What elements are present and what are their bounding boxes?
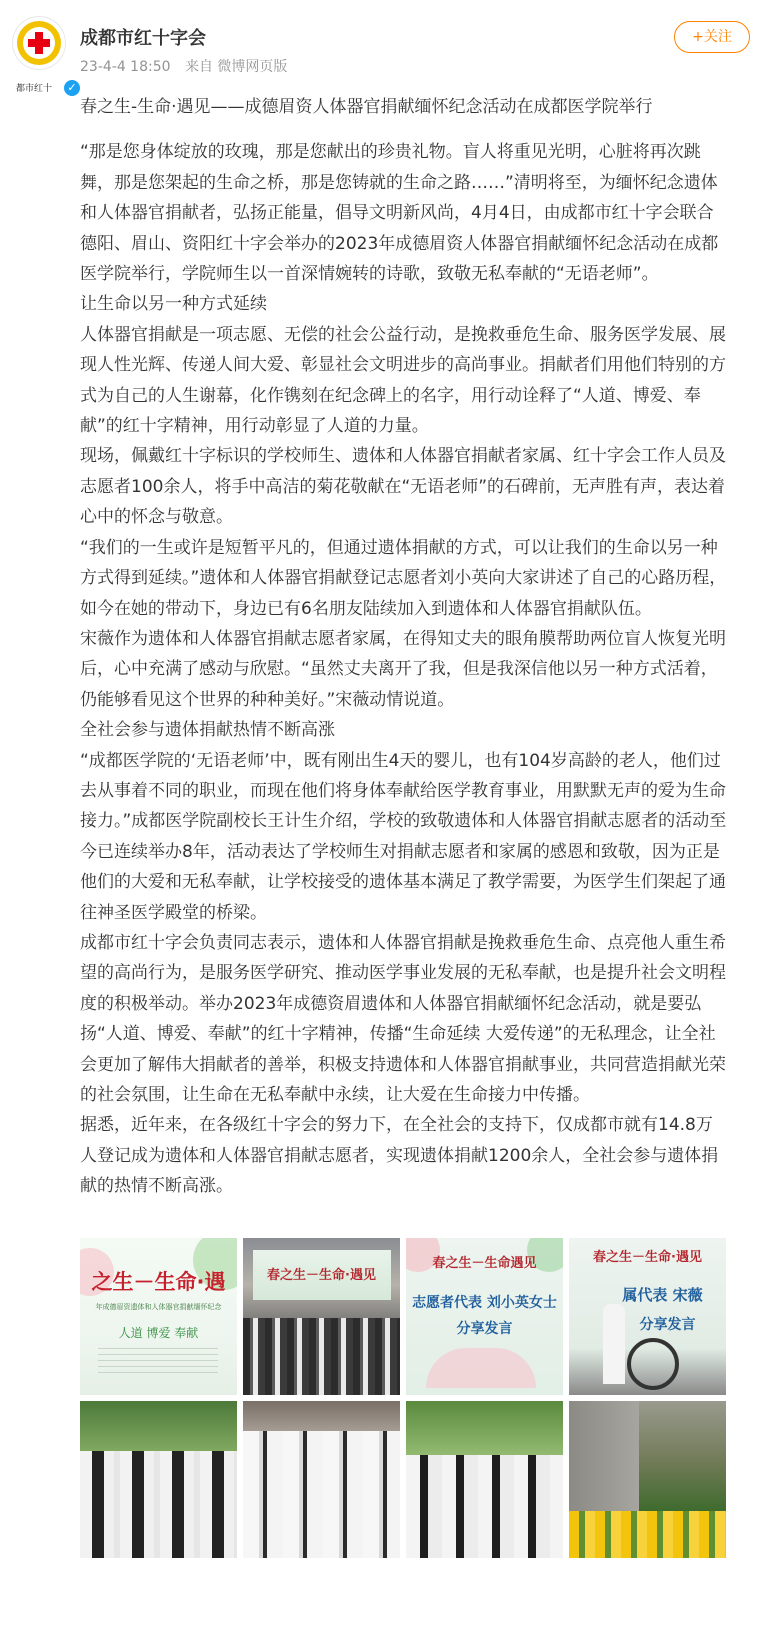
photo-3-title: 春之生－生命遇见 [432, 1256, 537, 1271]
photo-4[interactable] [569, 1238, 726, 1395]
post-paragraph: “我们的一生或许是短暂平凡的，但通过遗体捐献的方式，可以让我们的生命以另一种方式得到延续。”遗体和人体器官捐献登记志愿者刘小英向大家讲述了自己的心路历程，如今在她的带动下，身边已有6名朋友陆续加入到遗体和人体器官捐献队伍。 [80, 537, 727, 619]
post-paragraph: 成都市红十字会负责同志表示，遗体和人体器官捐献是挽救垂危生命、点亮他人重生希望的高尚行为，是服务医学研究、推动医学事业发展的无私奉献，也是提升社会文明程度的积极举动。举办2023年成德资眉遗体和人体器官捐献缅怀纪念活动，就是要弘扬“人道、博爱、奉献”的红十字精神，传播“生命延续 大爱传递”的无私理念，让全社会更加了解伟大捐献者的善举，积极支持遗体和人体器官捐献事业，共同营造捐献光荣的社会氛围，让生命在无私奉献中永续，让大爱在生命接力中传播。 [80, 932, 726, 1105]
photo-1-title: 之生－生命·遇 [91, 1270, 226, 1294]
photo-1[interactable] [80, 1238, 237, 1395]
avatar[interactable] [12, 16, 77, 94]
photo-5[interactable] [80, 1401, 237, 1558]
photo-7[interactable] [406, 1401, 563, 1558]
post-paragraph: 据悉，近年来，在各级红十字会的努力下，在全社会的支持下，仅成都市就有14.8万人登记成为遗体和人体器官捐献志愿者，实现遗体捐献1200余人，全社会参与遗体捐献的热情不断高涨。 [80, 1115, 719, 1197]
photo-6[interactable] [243, 1401, 400, 1558]
photo-3[interactable] [406, 1238, 563, 1395]
post-paragraph: 宋薇作为遗体和人体器官捐献志愿者家属，在得知丈夫的眼角膜帮助两位盲人恢复光明后，心中充满了感动与欣慰。“虽然丈夫离开了我，但是我深信他以另一种方式活着，仍能够看见这个世界的种种美好。”宋薇动情说道。 [80, 628, 726, 710]
photo-1-subtitle: 年成德眉资遗体和人体器官捐献缅怀纪念 [95, 1303, 222, 1311]
username[interactable]: 成都市红十字会 [80, 28, 206, 49]
photo-3-subtitle: 分享发言 [456, 1321, 513, 1337]
photo-2[interactable] [243, 1238, 400, 1395]
avatar-label: 都市红十 [16, 84, 53, 94]
photo-1-slogan: 人道 博爱 奉献 [118, 1326, 199, 1340]
red-cross-logo-icon [17, 21, 61, 65]
post-meta [80, 56, 297, 76]
post-content [80, 92, 728, 1202]
post-subheading: 让生命以另一种方式延续 [80, 294, 267, 315]
verified-badge-icon: ✓ [63, 79, 81, 97]
post-subheading: 全社会参与遗体捐献热情不断高涨 [80, 720, 335, 741]
photo-4-speaker: 属代表 宋薇 [622, 1286, 703, 1304]
post-header [0, 0, 783, 94]
photo-2-banner: 春之生－生命·遇见 [267, 1268, 376, 1283]
post-paragraph: “成都医学院的‘无语老师’中，既有刚出生4天的婴儿，也有104岁高龄的老人，他们过去从事着不同的职业，而现在他们将身体奉献给医学教育事业，用默默无声的爱为生命接力。”成都医学院副校长王计生介绍，学校的致敬遗体和人体器官捐献志愿者的活动至今已连续举办8年，活动表达了学校师生对捐献志愿者和家属的感恩和致敬，因为正是他们的大爱和无私奉献，让学校接受的遗体基本满足了教学需要，为医学生们架起了通往神圣医学殿堂的桥梁。 [80, 750, 727, 923]
photo-gallery [80, 1238, 728, 1558]
post-source: 来自 微博网页版 [184, 59, 288, 75]
post-title: 春之生-生命·遇见——成德眉资人体器官捐献缅怀纪念活动在成都医学院举行 [80, 97, 653, 117]
post-paragraph: 现场，佩戴红十字标识的学校师生、遗体和人体器官捐献者家属、红十字会工作人员及志愿者100余人，将手中高洁的菊花敬献在“无语老师”的石碑前，无声胜有声，表达着心中的怀念与敬意。 [80, 446, 726, 528]
photo-8[interactable] [569, 1401, 726, 1558]
post-paragraph: “那是您身体绽放的玫瑰，那是您献出的珍贵礼物。盲人将重见光明，心脏将再次跳舞，那是您架起的生命之桥，那是您铸就的生命之路……”清明将至，为缅怀纪念遗体和人体器官捐献者，弘扬正能量，倡导文明新风尚，4月4日，由成都市红十字会联合德阳、眉山、资阳红十字会举办的2023年成德眉资人体器官捐献缅怀纪念活动在成都医学院举行，学院师生以一首深情婉转的诗歌，致敬无私奉献的“无语老师”。 [80, 142, 719, 285]
photo-4-title: 春之生－生命·遇见 [593, 1250, 702, 1265]
photo-4-subtitle: 分享发言 [639, 1317, 696, 1333]
post-time[interactable]: 23-4-4 18:50 [80, 59, 171, 75]
photo-3-speaker: 志愿者代表 刘小英女士 [412, 1295, 557, 1311]
post-paragraph: 人体器官捐献是一项志愿、无偿的社会公益行动，是挽救垂危生命、服务医学发展、展现人性光辉、传递人间大爱、彰显社会文明进步的高尚事业。捐献者们用他们特别的方式为自己的人生谢幕，化作镌刻在纪念碑上的名字，用行动诠释了“人道、博爱、奉献”的红十字精神，用行动彰显了人道的力量。 [80, 324, 726, 437]
follow-button[interactable]: +关注 [674, 21, 750, 53]
